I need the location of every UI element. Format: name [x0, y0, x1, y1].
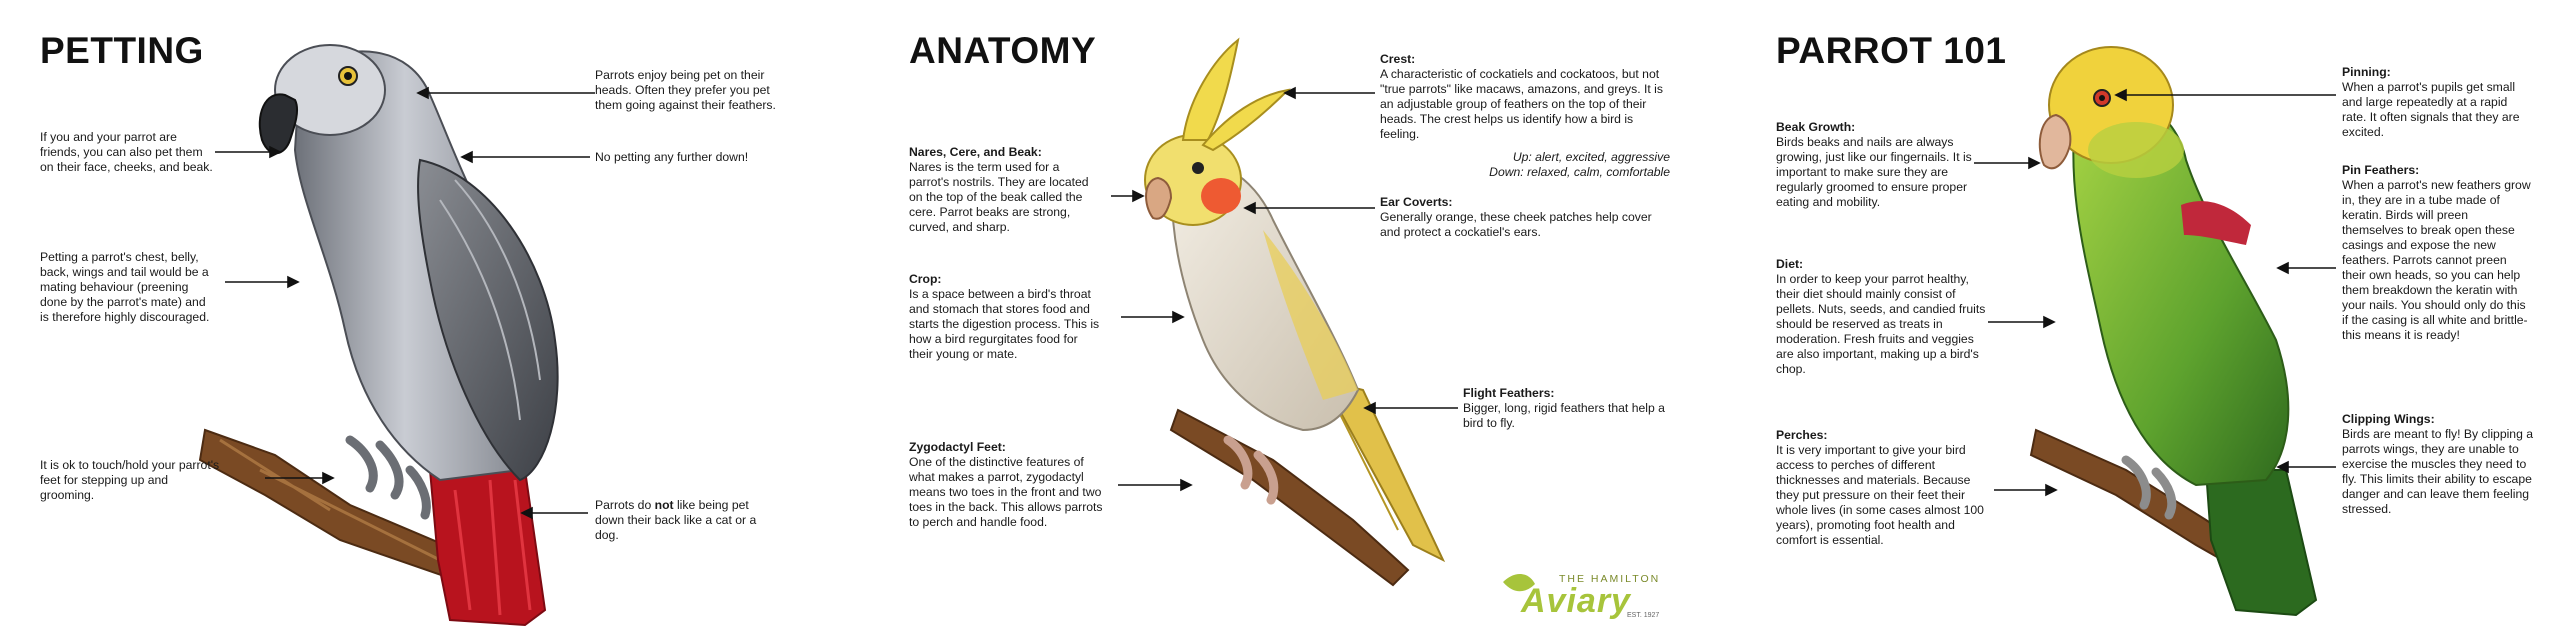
note-nares-text: Nares is the term used for a parrot's nostrils. They are located on the top of the beak called the cere. Parrot beaks are strong, curved, and sharp. — [909, 160, 1089, 234]
note-beak-growth — [1776, 120, 1976, 210]
note-pinning-heading: Pinning: — [2342, 65, 2391, 79]
page-title-petting: PETTING — [40, 30, 204, 71]
note-ear-heading: Ear Coverts: — [1380, 195, 1453, 209]
note-pin-feathers-text: When a parrot's new feathers grow in, they are in a tube made of keratin. Birds will preen themselves to break open these casings and expose the new feathers. Parrots cannot preen their own heads, so you can help them breakdown the keratin with your nails. You should only do this if the casing is all white and brittle-this means it is ready! — [2342, 178, 2531, 342]
note-beak-heading: Beak Growth: — [1776, 120, 1856, 134]
note-back-before: Parrots do — [595, 498, 655, 512]
note-no-further: No petting any further down! — [595, 150, 749, 164]
note-feet-text: One of the distinctive features of what makes a parrot, zygodactyl means two toes in the front and two toes in the back. This allows parrots to perch and handle food. — [909, 455, 1103, 529]
note-flight-text: Bigger, long, rigid feathers that help a bird to fly. — [1463, 401, 1665, 430]
note-feet: It is ok to touch/hold your parrot's feet for stepping up and grooming. — [40, 458, 220, 502]
note-nares — [909, 145, 1099, 235]
note-pin-feathers — [2342, 163, 2532, 343]
note-flight-heading: Flight Feathers: — [1463, 386, 1555, 400]
note-crop-heading: Crop: — [909, 272, 942, 286]
note-perches-heading: Perches: — [1776, 428, 1828, 442]
note-back-bold: not — [654, 498, 674, 512]
page-title-parrot101: PARROT 101 — [1776, 30, 2007, 71]
note-diet-heading: Diet: — [1776, 257, 1804, 271]
note-back-after: like being pet down their back like a cat or a dog. — [595, 498, 757, 542]
note-nares-heading: Nares, Cere, and Beak: — [909, 145, 1042, 159]
logo-est-text: EST. 1927 — [1627, 612, 1660, 619]
note-ear — [1380, 195, 1670, 240]
note-beak-text: Birds beaks and nails are always growing, just like our fingernails. It is important to make sure they are regularly groomed to ensure proper eating and mobility. — [1776, 135, 1972, 209]
note-pinning — [2342, 65, 2532, 140]
note-ear-text: Generally orange, these cheek patches help cover and protect a cockatiel's ears. — [1380, 210, 1652, 239]
note-clipping — [2342, 412, 2537, 517]
note-crest — [1380, 52, 1670, 180]
note-crest-text: A characteristic of cockatiels and cockatoos, but not "true parrots" like macaws, amazons, and greys. It is an adjustable group of feathers on the top of their heads. The crest helps us identify how a bird is feeling. — [1380, 67, 1663, 141]
note-diet-text: In order to keep your parrot healthy, their diet should mainly consist of pellets. Nuts, seeds, and candied fruits should be reserved as treats in moderation. Fresh fruits and veggies are also important, making up a bird's chop. — [1776, 272, 1986, 376]
note-clipping-text: Birds are meant to fly! By clipping a parrots wings, they are unable to exercise the muscles they need to fly. This limits their ability to escape danger and can leave them feeling stressed. — [2342, 427, 2534, 516]
note-perches-text: It is very important to give your bird access to perches of different thicknesses and materials. Because they put pressure on their feet their whole lives (in some cases almost 100 years), promoting foot health and comfort is essential. — [1776, 443, 1984, 547]
note-back — [595, 498, 775, 543]
logo-big-text: Aviary — [1521, 582, 1631, 620]
petting-panel — [0, 0, 853, 632]
note-diet — [1776, 257, 1988, 377]
page-title-anatomy: ANATOMY — [909, 30, 1097, 71]
note-crest-down: Down: relaxed, calm, comfortable — [1489, 165, 1670, 179]
note-crest-heading: Crest: — [1380, 52, 1416, 66]
note-pin-feathers-heading: Pin Feathers: — [2342, 163, 2420, 177]
note-crest-up: Up: alert, excited, aggressive — [1512, 150, 1670, 164]
hamilton-aviary-logo — [1495, 568, 1670, 620]
note-friends: If you and your parrot are friends, you can also pet them on their face, cheeks, and beak. — [40, 130, 213, 174]
note-pinning-text: When a parrot's pupils get small and large repeatedly at a rapid rate. It often signals that they are excited. — [2342, 80, 2520, 139]
note-perches — [1776, 428, 1988, 548]
note-flight — [1463, 386, 1673, 431]
note-heads: Parrots enjoy being pet on their heads. Often they prefer you pet them going against their feathers. — [595, 68, 776, 112]
parrot101-panel — [1706, 0, 2560, 632]
logo-small-text: THE HAMILTON — [1559, 573, 1661, 585]
note-feet — [909, 440, 1104, 530]
note-crop — [909, 272, 1104, 362]
note-crop-text: Is a space between a bird's throat and stomach that stores food and starts the digestion process. This is how a bird regurgitates food for their young or mate. — [909, 287, 1100, 361]
note-clipping-heading: Clipping Wings: — [2342, 412, 2435, 426]
note-feet-heading: Zygodactyl Feet: — [909, 440, 1006, 454]
anatomy-panel — [853, 0, 1706, 632]
note-chest: Petting a parrot's chest, belly, back, wings and tail would be a mating behaviour (preening done by the parrot's mate) and is therefore highly discouraged. — [40, 250, 210, 324]
